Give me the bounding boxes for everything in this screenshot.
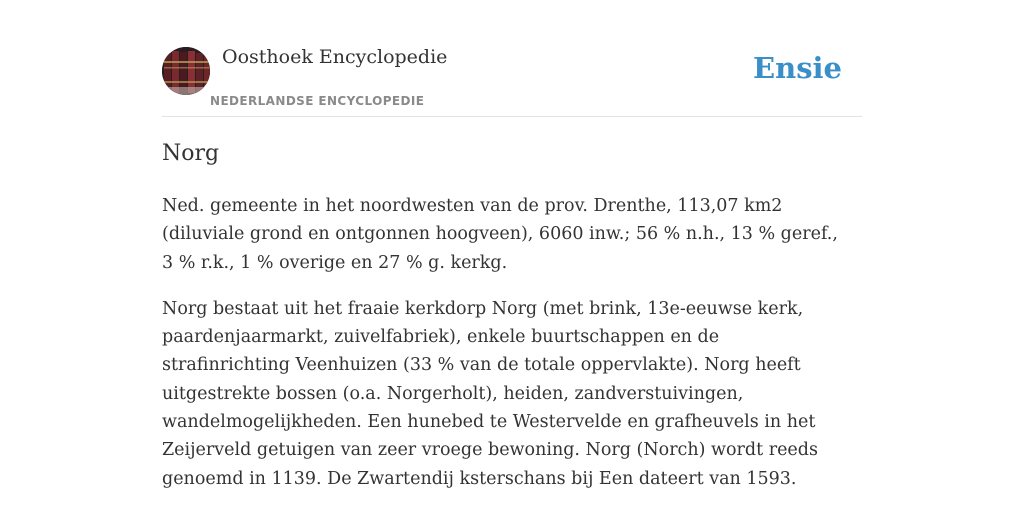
article-title: Norg: [162, 141, 220, 166]
brand-logo[interactable]: Ensie: [753, 51, 842, 85]
source-subtitle: NEDERLANDSE ENCYCLOPEDIE: [210, 94, 425, 108]
source-header: [162, 46, 862, 117]
article-paragraph: Norg bestaat uit het fraaie kerkdorp Norg (met brink, 13e-eeuwse kerk, paardenjaarmarkt, zuivelfabriek), enkele buurtschappen en de strafinrichting Veenhuizen (33 % van de totale oppervlakte). Norg heeft uitgestrekte bossen (o.a. Norgerholt), heiden, zandverstuivingen, wandelmogelijkheden. Een hunebed te Westervelde en grafheuvels in het Zeijerveld getuigen van zeer vroege bewoning. Norg (Norch) wordt reeds genoemd in 1139. De Zwartendij ksterschans bij Een dateert van 1593.: [162, 298, 818, 489]
article-body: [162, 192, 852, 511]
source-title[interactable]: Oosthoek Encyclopedie: [222, 46, 448, 68]
source-avatar-books-icon[interactable]: [162, 47, 210, 95]
article-paragraph: Ned. gemeente in het noordwesten van de prov. Drenthe, 113,07 km2 (diluviale grond en ontgonnen hoogveen), 6060 inw.; 56 % n.h., 13 % geref., 3 % r.k., 1 % overige en 27 % g. kerkg.: [162, 196, 838, 273]
